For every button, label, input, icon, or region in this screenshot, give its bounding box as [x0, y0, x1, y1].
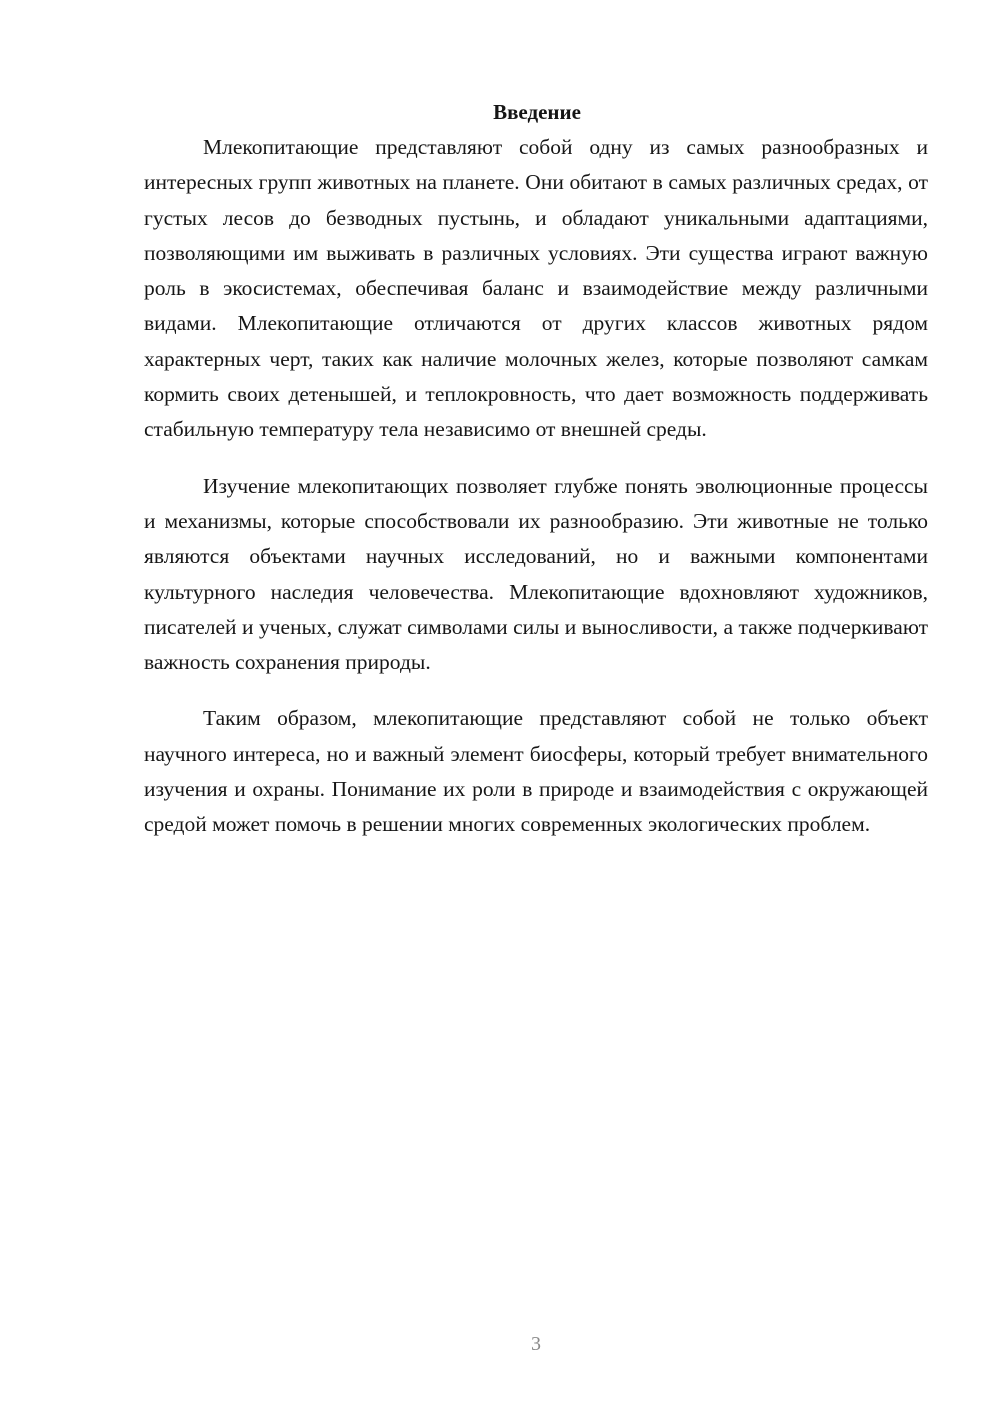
section-heading: Введение: [493, 100, 581, 124]
paragraph-2: Изучение млекопитающих позволяет глубже понять эволюционные процессы и механизмы, которые способствовали их разнообразию. Эти животные не только являются объектами научных исследований, но и важными компонентами культурного наследия человечества. Млекопитающие вдохновляют художников, писателей и ученых, служат символами силы и выносливости, а также подчеркивают важность сохранения природы.: [144, 473, 928, 675]
paragraph-1: Млекопитающие представляют собой одну из самых разнообразных и интересных групп животных на планете. Они обитают в самых различных средах, от густых лесов до безводных пустынь, и обладают уникальными адаптациями, позволяющими им выживать в различных условиях. Эти существа играют важную роль в экосистемах, обеспечивая баланс и взаимодействие между различными видами. Млекопитающие отличаются от других классов животных рядом характерных черт, таких как наличие молочных желез, которые позволяют самкам кормить своих детенышей, и теплокровность, что дает возможность поддерживать стабильную температуру тела независимо от внешней среды.: [144, 135, 928, 442]
paragraph-3: Таким образом, млекопитающие представляют собой не только объект научного интереса, но и важный элемент биосферы, который требует внимательного изучения и охраны. Понимание их роли в природе и взаимодействия с окружающей средой может помочь в решении многих современных экологических проблем.: [144, 706, 928, 837]
page-number: 3: [531, 1333, 541, 1355]
page-content: [144, 98, 928, 843]
